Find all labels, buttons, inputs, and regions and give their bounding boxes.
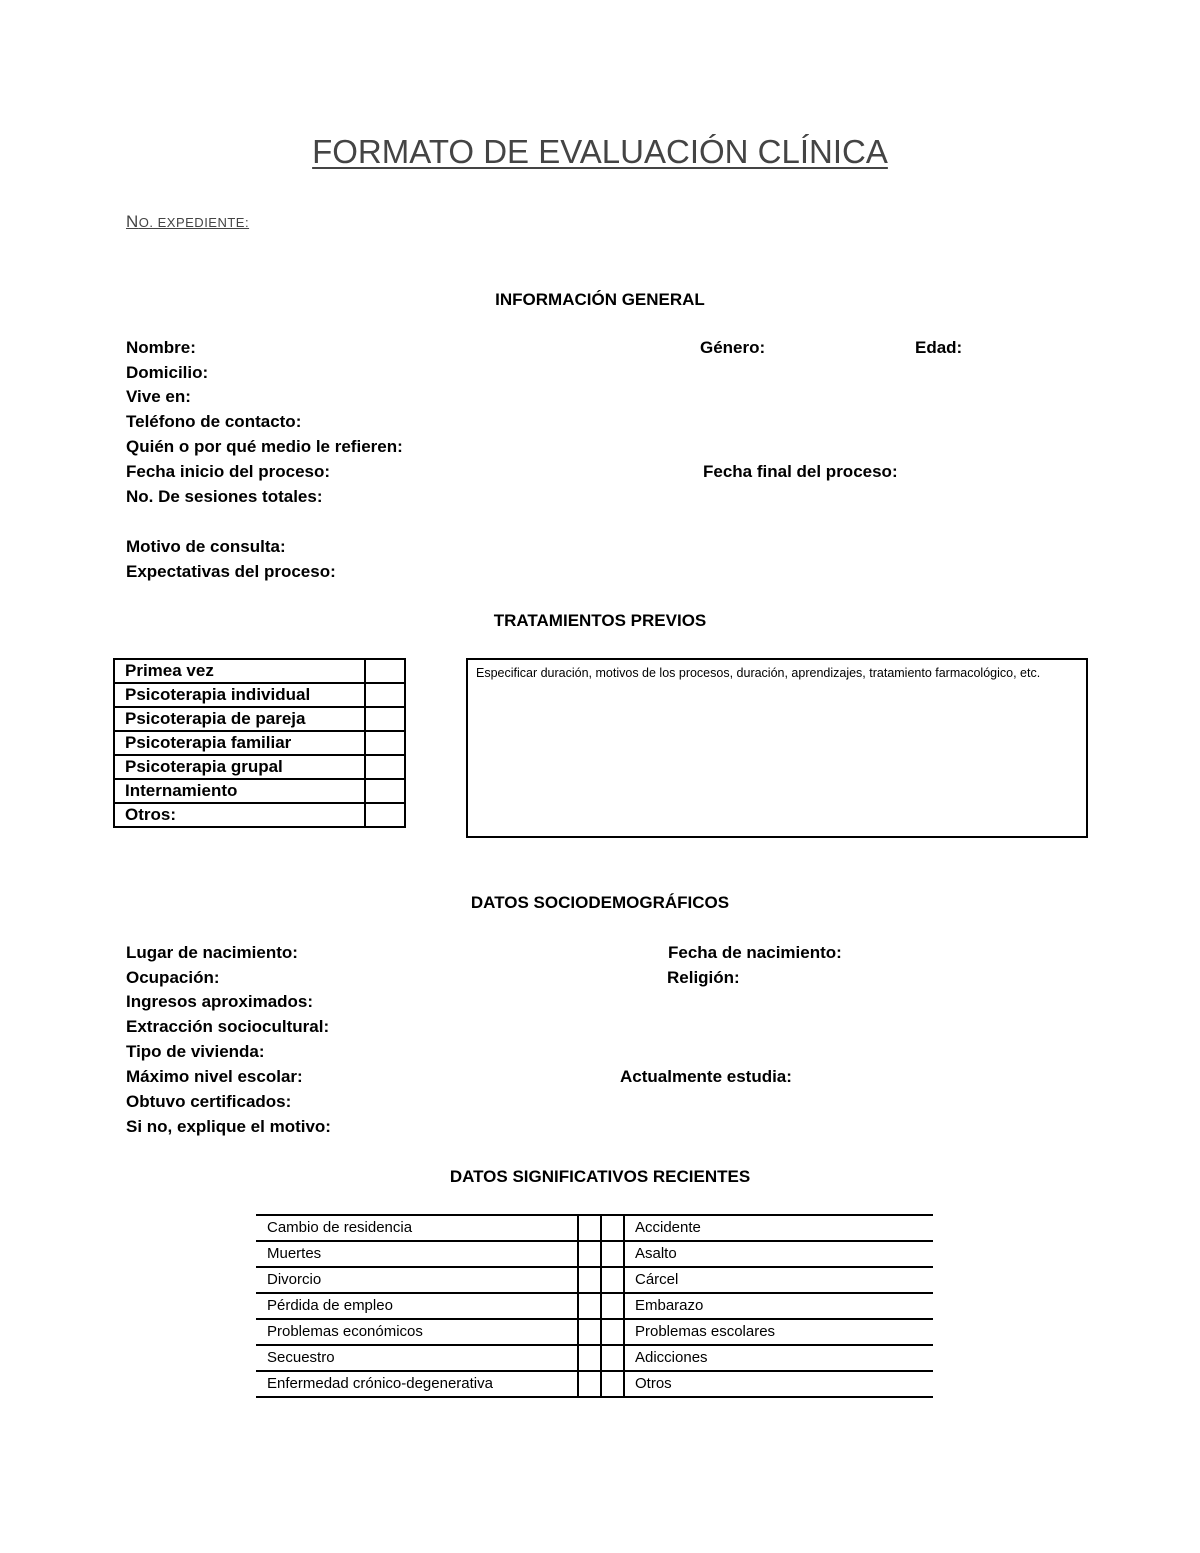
label-fecha-nacimiento: Fecha de nacimiento: bbox=[668, 943, 842, 962]
treatment-checkbox[interactable] bbox=[365, 803, 405, 827]
event-checkbox[interactable] bbox=[578, 1215, 601, 1241]
table-row bbox=[114, 803, 405, 827]
event-checkbox[interactable] bbox=[601, 1345, 624, 1371]
treatment-label: Psicoterapia individual bbox=[114, 683, 365, 707]
label-fecha-inicio: Fecha inicio del proceso: bbox=[126, 462, 331, 481]
event-checkbox[interactable] bbox=[578, 1241, 601, 1267]
label-edad: Edad: bbox=[915, 338, 963, 357]
treatment-label: Internamiento bbox=[114, 779, 365, 803]
label-ocupacion: Ocupación: bbox=[126, 968, 220, 987]
event-label: Problemas económicos bbox=[256, 1319, 578, 1345]
treatment-label: Otros: bbox=[114, 803, 365, 827]
table-row bbox=[114, 683, 405, 707]
event-label: Pérdida de empleo bbox=[256, 1293, 578, 1319]
label-domicilio: Domicilio: bbox=[126, 363, 209, 382]
event-checkbox[interactable] bbox=[578, 1319, 601, 1345]
table-row bbox=[114, 755, 405, 779]
label-expectativas: Expectativas del proceso: bbox=[126, 562, 336, 581]
event-checkbox[interactable] bbox=[601, 1293, 624, 1319]
event-label: Cambio de residencia bbox=[256, 1215, 578, 1241]
table-row bbox=[114, 659, 405, 683]
treatment-checkbox[interactable] bbox=[365, 659, 405, 683]
recent-events-table bbox=[256, 1214, 933, 1398]
label-vive-en: Vive en: bbox=[126, 387, 191, 406]
treatment-checkbox[interactable] bbox=[365, 731, 405, 755]
label-refieren: Quién o por qué medio le refieren: bbox=[126, 437, 403, 456]
treatment-checkbox[interactable] bbox=[365, 755, 405, 779]
section-heading-general: INFORMACIÓN GENERAL bbox=[495, 290, 705, 309]
event-checkbox[interactable] bbox=[578, 1345, 601, 1371]
treatment-notes-hint: Especificar duración, motivos de los procesos, duración, aprendizajes, tratamiento farmacológico, etc. bbox=[476, 666, 1041, 680]
table-row bbox=[256, 1345, 933, 1371]
label-lugar-nacimiento: Lugar de nacimiento: bbox=[126, 943, 298, 962]
treatment-checkbox[interactable] bbox=[365, 683, 405, 707]
event-checkbox[interactable] bbox=[578, 1371, 601, 1397]
table-row bbox=[256, 1215, 933, 1241]
label-extraccion: Extracción sociocultural: bbox=[126, 1017, 330, 1036]
label-ingresos: Ingresos aproximados: bbox=[126, 992, 314, 1011]
event-checkbox[interactable] bbox=[578, 1293, 601, 1319]
table-row bbox=[114, 779, 405, 803]
expediente-label: NO. EXPEDIENTE: bbox=[126, 212, 250, 231]
treatment-checkbox[interactable] bbox=[365, 707, 405, 731]
event-label: Muertes bbox=[256, 1241, 578, 1267]
table-row bbox=[256, 1241, 933, 1267]
event-label: Problemas escolares bbox=[624, 1319, 933, 1345]
label-nivel-escolar: Máximo nivel escolar: bbox=[126, 1067, 303, 1086]
table-row bbox=[256, 1371, 933, 1397]
section-heading-socio: DATOS SOCIODEMOGRÁFICOS bbox=[470, 893, 730, 912]
table-row bbox=[256, 1293, 933, 1319]
event-checkbox[interactable] bbox=[578, 1267, 601, 1293]
event-label: Accidente bbox=[624, 1215, 933, 1241]
treatment-checkbox[interactable] bbox=[365, 779, 405, 803]
treatment-label: Psicoterapia de pareja bbox=[114, 707, 365, 731]
label-sesiones: No. De sesiones totales: bbox=[126, 487, 323, 506]
treatment-label: Primea vez bbox=[114, 659, 365, 683]
label-certificados: Obtuvo certificados: bbox=[126, 1092, 292, 1111]
event-checkbox[interactable] bbox=[601, 1215, 624, 1241]
event-label: Cárcel bbox=[624, 1267, 933, 1293]
table-row bbox=[114, 707, 405, 731]
label-genero: Género: bbox=[700, 338, 766, 357]
table-row bbox=[256, 1267, 933, 1293]
event-label: Enfermedad crónico-degenerativa bbox=[256, 1371, 578, 1397]
label-motivo: Motivo de consulta: bbox=[126, 537, 286, 556]
label-motivo-no: Si no, explique el motivo: bbox=[126, 1117, 331, 1136]
page-title: FORMATO DE EVALUACIÓN CLÍNICA bbox=[312, 133, 888, 170]
event-checkbox[interactable] bbox=[601, 1319, 624, 1345]
label-actualmente-estudia: Actualmente estudia: bbox=[620, 1067, 792, 1086]
event-label: Adicciones bbox=[624, 1345, 933, 1371]
section-heading-previos: TRATAMIENTOS PREVIOS bbox=[493, 611, 707, 630]
event-checkbox[interactable] bbox=[601, 1371, 624, 1397]
event-label: Secuestro bbox=[256, 1345, 578, 1371]
label-fecha-final: Fecha final del proceso: bbox=[703, 462, 898, 481]
label-vivienda: Tipo de vivienda: bbox=[126, 1042, 265, 1061]
table-row bbox=[256, 1319, 933, 1345]
treatment-label: Psicoterapia grupal bbox=[114, 755, 365, 779]
event-label: Embarazo bbox=[624, 1293, 933, 1319]
event-label: Otros bbox=[624, 1371, 933, 1397]
section-heading-recientes: DATOS SIGNIFICATIVOS RECIENTES bbox=[449, 1167, 751, 1186]
event-checkbox[interactable] bbox=[601, 1267, 624, 1293]
label-religion: Religión: bbox=[667, 968, 740, 987]
previous-treatments-table bbox=[113, 658, 406, 828]
table-row bbox=[114, 731, 405, 755]
label-nombre: Nombre: bbox=[126, 338, 196, 357]
event-label: Divorcio bbox=[256, 1267, 578, 1293]
treatment-label: Psicoterapia familiar bbox=[114, 731, 365, 755]
label-telefono: Teléfono de contacto: bbox=[126, 412, 302, 431]
treatment-notes-box[interactable] bbox=[466, 658, 1088, 838]
event-label: Asalto bbox=[624, 1241, 933, 1267]
event-checkbox[interactable] bbox=[601, 1241, 624, 1267]
